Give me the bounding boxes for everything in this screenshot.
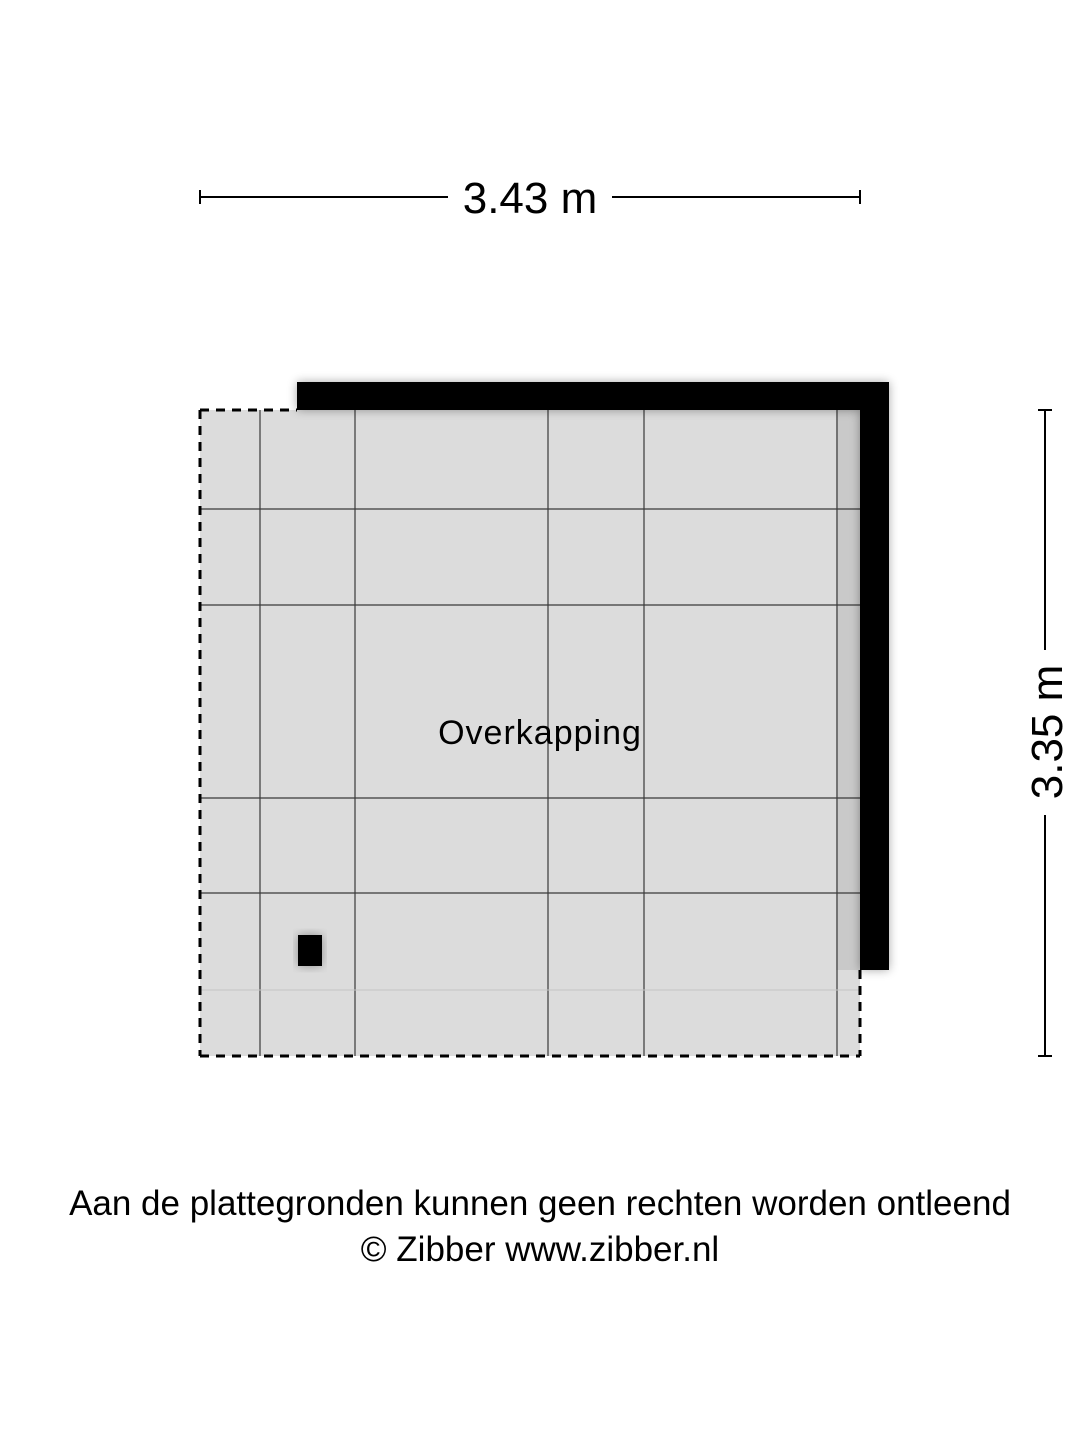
width-dimension bbox=[200, 174, 860, 223]
wall-top bbox=[297, 382, 889, 410]
disclaimer-text: Aan de plattegronden kunnen geen rechten worden ontleend bbox=[69, 1184, 1011, 1223]
support-post bbox=[298, 935, 322, 966]
height-dimension bbox=[1023, 410, 1072, 1056]
wall-right bbox=[860, 382, 889, 970]
width-dimension-label: 3.43 m bbox=[462, 174, 598, 223]
copyright-text: © Zibber www.zibber.nl bbox=[360, 1230, 720, 1269]
room-label: Overkapping bbox=[438, 714, 642, 752]
height-dimension-label: 3.35 m bbox=[1023, 664, 1072, 800]
wall-inner-shade bbox=[836, 410, 860, 970]
